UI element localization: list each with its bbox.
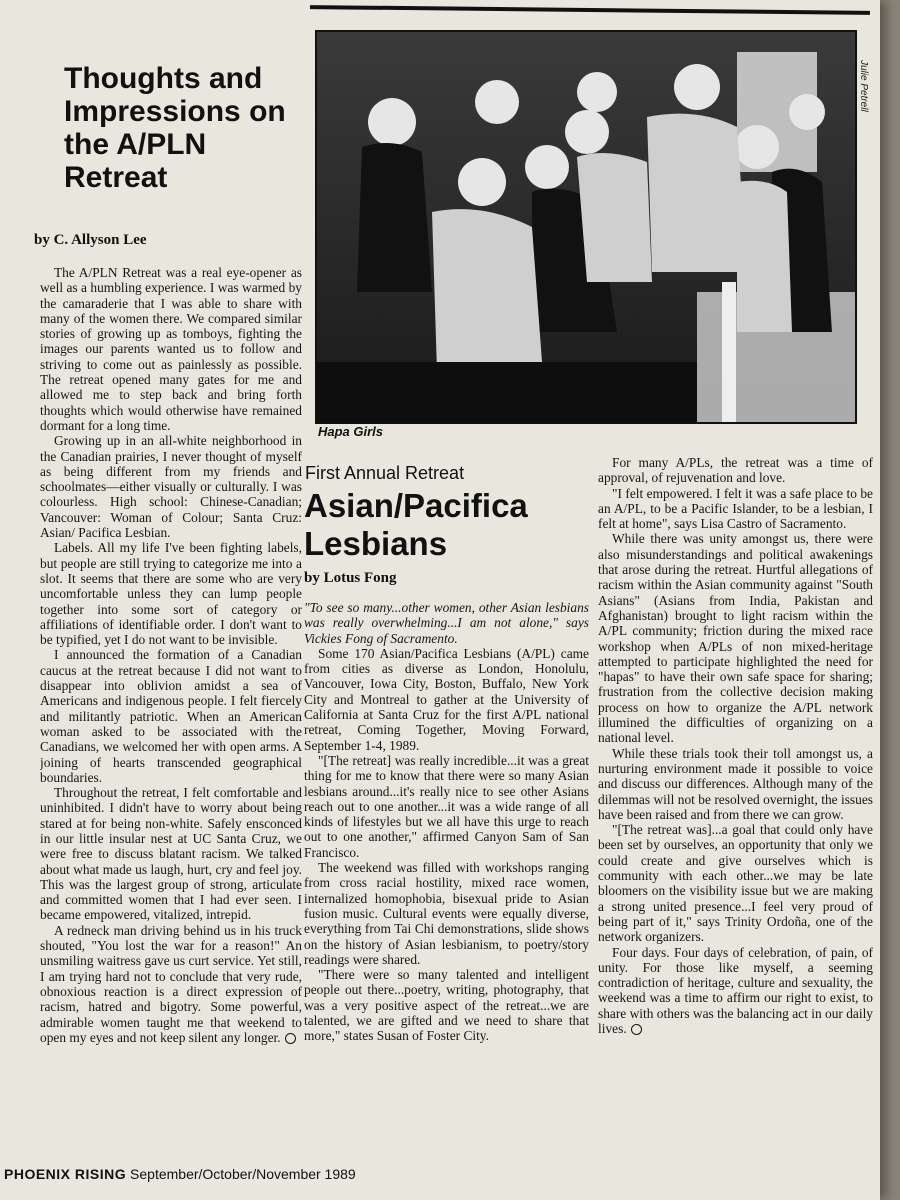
article2-kicker: First Annual Retreat xyxy=(305,463,465,483)
article1-body xyxy=(40,265,302,1145)
article1-paragraph: Throughout the retreat, I felt comfortable and uninhibited. I didn't have to worry about being stared at for being non-white. Safely ensconced in our little insular nest at UC Santa Cruz, we were free to discuss blatant racism. We talked about what made us laugh, hurt, cry and feel joy. This was the largest group of strong, articulate and committed women that I had ever seen. I became empowered, vitalized, intrepid. xyxy=(40,785,302,923)
article1-paragraph xyxy=(40,923,302,1045)
article2-column-1 xyxy=(304,600,589,1160)
article1-paragraph: Labels. All my life I've been fighting labels, but people are still trying to categorize me into a slot. It seems that there are some who are very uncomfortable unless they can lump people together into some sort of category or affiliations of identifiable order. I don't want to be typified, yet I do not want to be invisible. xyxy=(40,540,302,648)
article2-byline: by Lotus Fong xyxy=(304,570,397,586)
article2-paragraph: "[The retreat] was really incredible...it was a great thing for me to know that there were so many Asian lesbians around...it's really nice to see other Asians reach out to one another...it was a wide range of all kinds of lifestyles but we all have this urge to reach out to one another," affirmed Canyon Sam of San Francisco. xyxy=(304,752,589,860)
article1-paragraph-text: A redneck man driving behind us in his truck shouted, "You lost the war for a reason!" An unsmiling waitress gave us curt service. Yet still, I am trying hard not to conclude that very rude, obnoxious reaction is a direct expression of racism, hatred and bigotry. Some powerful, admirable women taught me that weekend to open my eyes and not keep silent any longer. xyxy=(40,922,302,1045)
article1-paragraph: I announced the formation of a Canadian caucus at the retreat because I did not want to disappear into oblivion amidst a sea of Americans and indigenous people. I felt fiercely and militantly patriotic. When an American woman asked to be associated with the Canadians, we welcomed her with open arms. A joining of hearts transcended geographical boundaries. xyxy=(40,647,302,785)
article2-paragraph: While there was unity amongst us, there were also misunderstandings and political awakenings that arose during the retreat. Hurtful allegations of racism within the Asian community against "South Asians" (Asians from India, Pakistan and Afghanistan) brought to light racism within the A/PL community; friction during the mixed race workshop when A/PLs of non mixed-heritage attempted to participate highlighted the need for "hapas" to have their own safe space for sharing; frustration from the collective decision making process on how to organize the A/PL network illumined the difficulties of organizing on a national level. xyxy=(598,531,873,746)
article2-paragraph: The weekend was filled with workshops ranging from cross racial hostility, mixed race women, internalized homophobia, bisexual pride to Asian fusion music. Cultural events were equally diverse, everything from Tai Chi demonstrations, slide shows on the history of Asian lesbianism, to poetry/story readings were shared. xyxy=(304,860,589,967)
article1-paragraph: The A/PLN Retreat was a real eye-opener as well as a humbling experience. I was warmed by the camaraderie that I was able to share with many of the women there. We compared similar stories of growing up as tomboys, fighting the images our parents wanted us to follow and striving to come out as painlessly as possible. The retreat opened many gates for me and allowed me to step back and bring forth thoughts which would otherwise have remained dormant for a long time. xyxy=(40,265,302,433)
article2-paragraph: Some 170 Asian/Pacifica Lesbians (A/PL) came from cities as diverse as London, Honolulu, Vancouver, Iowa City, Boston, Buffalo, New York City and Montreal to gather at the University of California at Santa Cruz for the first A/PL national retreat, Coming Together, Moving Forward, September 1-4, 1989. xyxy=(304,645,589,753)
article2-paragraph: While these trials took their toll amongst us, a nurturing environment made it possible to voice and discuss our differences. Although many of the dilemmas will not be resolved overnight, the issues have been raised and from there we can grow. xyxy=(598,745,873,822)
top-rule xyxy=(310,5,870,15)
article1-byline: by C. Allyson Lee xyxy=(34,232,147,248)
end-of-article-mark xyxy=(631,1024,642,1035)
article2-paragraph xyxy=(598,945,873,1037)
pull-quote: "To see so many...other women, other Asian lesbians was really overwhelming...I am not alone," says Vickies Fong of Sacramento. xyxy=(304,600,589,646)
article1-paragraph: Growing up in an all-white neighborhood in the Canadian prairies, I never thought of myself as being different from my friends and schoolmates—either visually or culturally. I was colourless. High school: Chinese-Canadian; Vancouver: Woman of Colour; Santa Cruz: Asian/ Pacifica Lesbian. xyxy=(40,433,302,541)
photo-credit: Julie Petrell xyxy=(858,60,869,112)
article2-paragraph: "There were so many talented and intelligent people out there...poetry, writing, photography, that was a very positive aspect of the retreat...we are talented, we are gifted and we need to share that more," states Susan of Foster City. xyxy=(304,967,589,1044)
end-of-article-mark xyxy=(285,1033,296,1044)
article2-paragraph-text: Four days. Four days of celebration, of pain, of unity. For those like myself, a seeming contradiction of heritage, culture and sexuality, the weekend was a time to affirm our right to exist, to share with others was the balancing act in our daily lives. xyxy=(598,944,873,1036)
article1-title: Thoughts and Impressions on the A/PLN Retreat xyxy=(64,62,286,194)
group-photo xyxy=(315,30,857,424)
article2-paragraph: "[The retreat was]...a goal that could only have been set by ourselves, an opportunity that only we could create and give ourselves which is community with each other...we may be late bloomers on the visibility issue but we are making a strong united presence...I feel very proud of being part of it," says Trinity Ordoña, one of the network organizers. xyxy=(598,822,873,945)
issue-date: September/October/November 1989 xyxy=(130,1166,356,1182)
page-footer xyxy=(4,1166,356,1182)
photo-caption: Hapa Girls xyxy=(318,424,384,439)
group-photo-image xyxy=(317,32,855,422)
article2-column-2 xyxy=(598,455,873,1175)
article2-paragraph: For many A/PLs, the retreat was a time of approval, of rejuvenation and love. xyxy=(598,455,873,486)
article2-title: Asian/Pacifica Lesbians xyxy=(304,487,528,562)
magazine-name: PHOENIX RISING xyxy=(4,1166,127,1182)
article2-paragraph: "I felt empowered. I felt it was a safe place to be an A/PL, to be a Pacific Islander, to be a lesbian, I felt at home", says Lisa Castro of Sacramento. xyxy=(598,485,873,532)
